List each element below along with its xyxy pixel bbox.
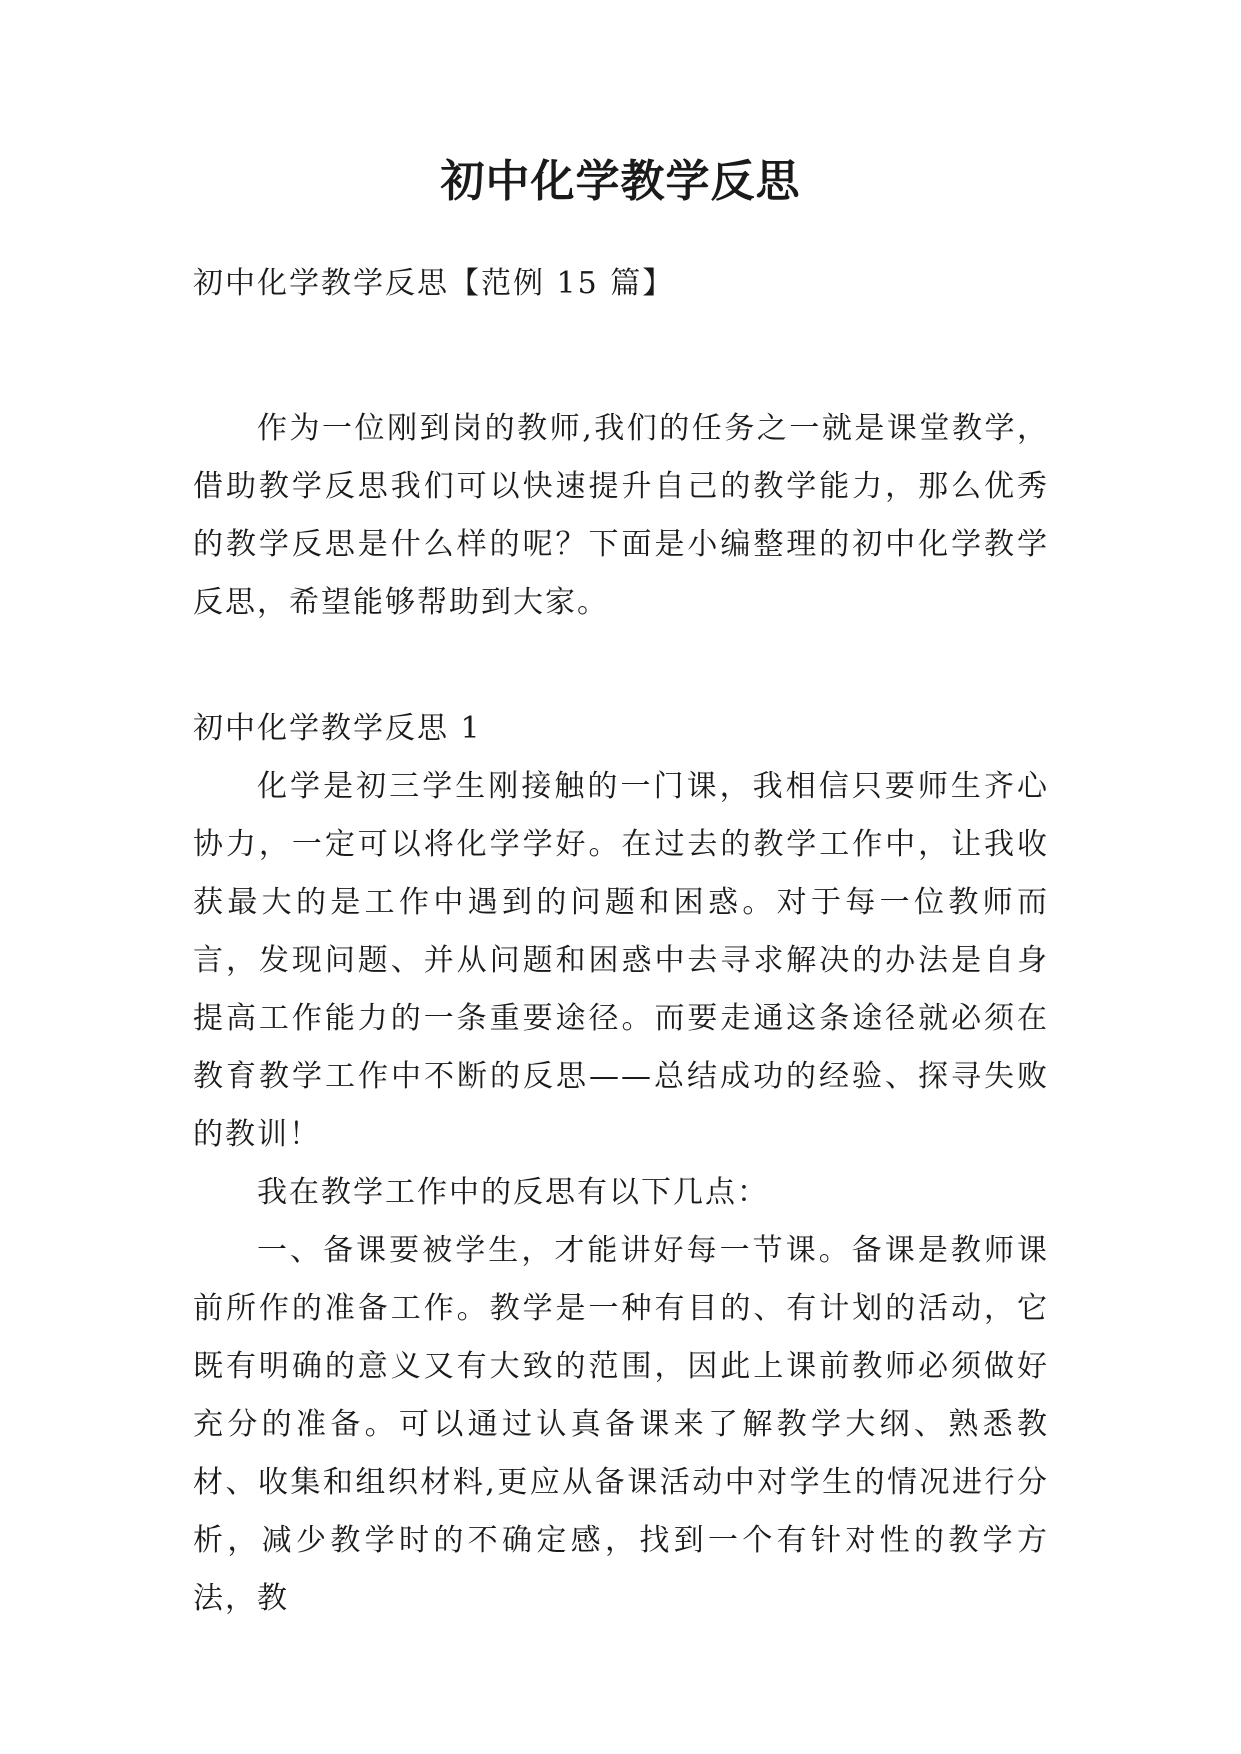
document-title: 初中化学教学反思 [440, 156, 801, 207]
section-paragraph: 一、备课要被学生，才能讲好每一节课。备课是教师课前所作的准备工作。教学是一种有目的、有计划的活动，它既有明确的意义又有大致的范围，因此上课前教师必须做好充分的准备。可以通过认真备课来了解教学大纲、熟悉教材、收集和组织材料,更应从备课活动中对学生的情况进行分析，减少教学时的不确定感，找到一个有针对性的教学方法，教 [193, 1233, 1049, 1616]
subtitle-text: 初中化学教学反思【范例 15 篇】 [193, 266, 675, 301]
document-subtitle [193, 255, 1049, 313]
section-paragraph: 化学是初三学生刚接触的一门课，我相信只要师生齐心协力，一定可以将化学学好。在过去的教学工作中，让我收获最大的是工作中遇到的问题和困惑。对于每一位教师而言，发现问题、并从问题和困惑中去寻求解决的办法是自身提高工作能力的一条重要途径。而要走通这条途径就必须在教育教学工作中不断的反思——总结成功的经验、探寻失败的教训！ [193, 769, 1049, 1152]
intro-block [193, 400, 1049, 632]
intro-paragraph: 作为一位刚到岗的教师,我们的任务之一就是课堂教学，借助教学反思我们可以快速提升自己的教学能力，那么优秀的教学反思是什么样的呢？下面是小编整理的初中化学教学反思，希望能够帮助到大家。 [193, 411, 1049, 620]
section-1 [193, 700, 1049, 1628]
section-paragraph: 我在教学工作中的反思有以下几点： [257, 1175, 769, 1210]
section-heading: 初中化学教学反思 1 [193, 711, 482, 746]
